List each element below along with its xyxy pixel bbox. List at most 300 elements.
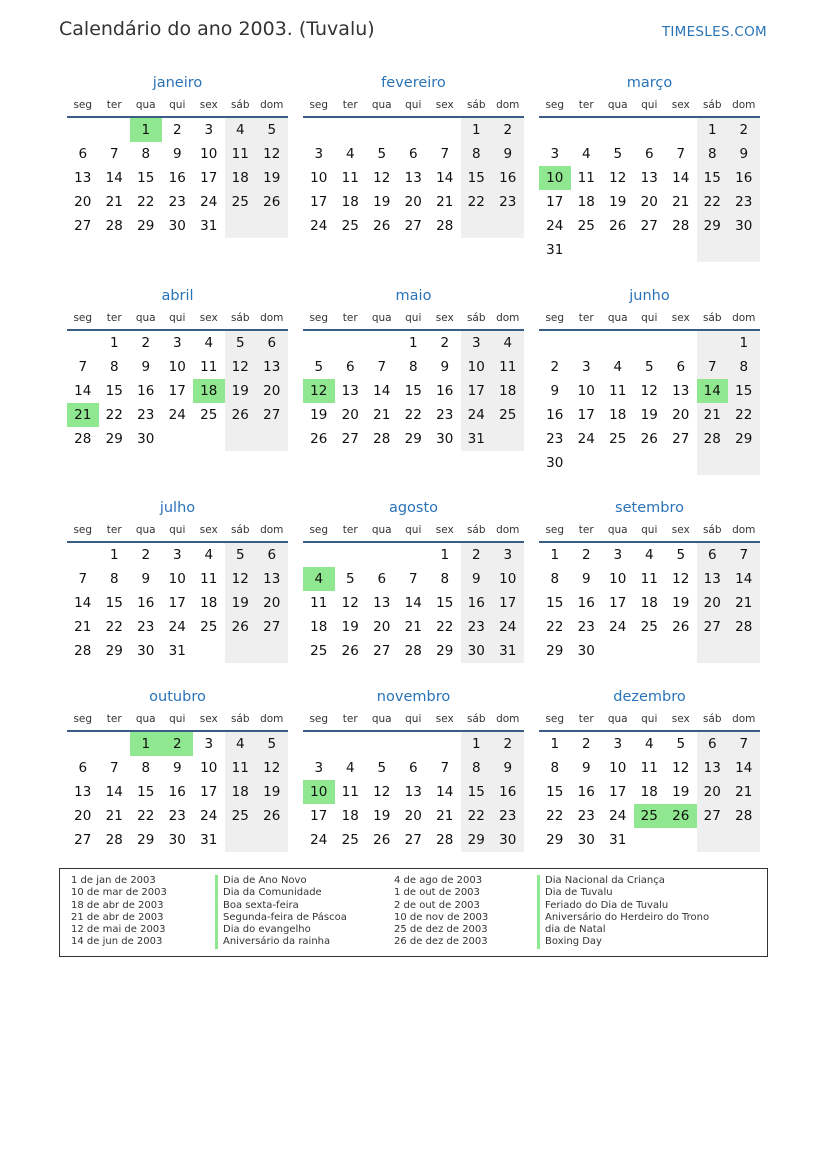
legend-holiday-name: dia de Natal xyxy=(537,924,709,936)
legend-holiday-name: Dia do evangelho xyxy=(215,924,347,936)
day-cell: 9 xyxy=(581,760,591,776)
day-cell: 17 xyxy=(168,383,186,399)
day-cell: 3 xyxy=(461,331,493,355)
empty-cell xyxy=(429,732,461,756)
day-cell: 18 xyxy=(200,595,218,611)
day-cell: 27 xyxy=(256,615,288,639)
day-cell: 20 xyxy=(74,194,92,210)
day-cell: 8 xyxy=(440,571,450,587)
day-cell: 26 xyxy=(310,431,328,447)
legend-date: 4 de ago de 2003 xyxy=(394,875,483,886)
day-cell: 19 xyxy=(609,194,627,210)
day-cell: 19 xyxy=(341,619,359,635)
day-cell: 25 xyxy=(341,218,359,234)
day-cell: 21 xyxy=(74,619,92,635)
day-cell: 29 xyxy=(461,828,493,852)
day-cell: 21 xyxy=(728,591,760,615)
weekday-label: qui xyxy=(405,312,422,324)
day-cell: 28 xyxy=(728,615,760,639)
day-cell: 22 xyxy=(137,808,155,824)
empty-cell xyxy=(539,331,571,355)
weekday-label: sáb xyxy=(230,312,250,324)
month-name: janeiro xyxy=(152,75,203,91)
day-cell: 18 xyxy=(609,407,627,423)
day-cell: 20 xyxy=(404,808,422,824)
day-cell: 18 xyxy=(577,194,595,210)
day-cell: 3 xyxy=(204,122,214,138)
empty-cell xyxy=(193,639,225,663)
day-cell: 2 xyxy=(550,359,560,375)
day-cell: 11 xyxy=(310,595,328,611)
day-cell: 5 xyxy=(377,760,387,776)
month-março xyxy=(539,72,760,262)
legend-holiday-name: Dia Nacional da Criança xyxy=(537,875,709,887)
day-cell: 6 xyxy=(697,543,729,567)
day-cell: 30 xyxy=(546,455,564,471)
day-cell: 14 xyxy=(728,567,760,591)
day-cell: 6 xyxy=(676,359,686,375)
day-cell: 28 xyxy=(436,218,454,234)
legend-date: 10 de mar de 2003 xyxy=(71,887,167,899)
day-cell: 10 xyxy=(310,170,328,186)
day-cell: 15 xyxy=(546,595,564,611)
month-maio xyxy=(303,285,524,451)
day-cell: 11 xyxy=(200,359,218,375)
day-cell: 4 xyxy=(225,118,257,142)
empty-cell xyxy=(67,118,99,142)
empty-cell xyxy=(665,238,697,262)
day-cell: 25 xyxy=(200,407,218,423)
day-cell: 26 xyxy=(672,619,690,635)
day-grid xyxy=(539,118,760,262)
day-cell: 16 xyxy=(168,170,186,186)
empty-cell xyxy=(366,732,398,756)
empty-cell xyxy=(697,331,729,355)
day-cell: 16 xyxy=(436,383,454,399)
day-cell: 25 xyxy=(492,403,524,427)
day-cell: 14 xyxy=(728,756,760,780)
day-cell: 14 xyxy=(74,595,92,611)
day-cell: 9 xyxy=(172,760,182,776)
day-cell: 15 xyxy=(697,166,729,190)
day-cell: 26 xyxy=(225,403,257,427)
month-name: novembro xyxy=(376,689,451,705)
day-cell: 13 xyxy=(256,355,288,379)
weekday-label: sex xyxy=(435,312,454,324)
day-cell: 15 xyxy=(404,383,422,399)
day-cell: 19 xyxy=(256,166,288,190)
day-cell: 15 xyxy=(137,170,155,186)
day-cell: 17 xyxy=(546,194,564,210)
weekday-label: qua xyxy=(371,99,392,111)
day-cell: 20 xyxy=(341,407,359,423)
empty-cell xyxy=(634,118,666,142)
day-cell: 22 xyxy=(461,190,493,214)
day-cell: 29 xyxy=(546,832,564,848)
day-cell: 22 xyxy=(546,619,564,635)
day-cell: 9 xyxy=(581,571,591,587)
weekday-header xyxy=(539,708,760,732)
day-cell: 24 xyxy=(168,407,186,423)
weekday-label: seg xyxy=(545,524,565,536)
day-cell: 24 xyxy=(492,615,524,639)
weekday-label: sex xyxy=(435,524,454,536)
day-cell: 19 xyxy=(225,379,257,403)
day-cell: 14 xyxy=(74,383,92,399)
weekday-label: seg xyxy=(309,524,329,536)
weekday-label: ter xyxy=(578,312,594,324)
day-cell: 7 xyxy=(377,359,387,375)
day-cell: 11 xyxy=(492,355,524,379)
day-cell: 10 xyxy=(461,355,493,379)
day-cell: 24 xyxy=(168,619,186,635)
day-cell: 11 xyxy=(200,571,218,587)
weekday-label: sex xyxy=(199,99,218,111)
day-cell: 12 xyxy=(256,142,288,166)
day-cell: 14 xyxy=(436,170,454,186)
day-grid xyxy=(303,543,524,663)
weekday-label: sex xyxy=(199,312,218,324)
day-cell: 17 xyxy=(492,591,524,615)
day-cell: 15 xyxy=(137,784,155,800)
day-cell: 8 xyxy=(461,756,493,780)
weekday-label: qui xyxy=(641,713,658,725)
day-cell: 10 xyxy=(492,567,524,591)
day-cell: 27 xyxy=(373,643,391,659)
day-cell: 25 xyxy=(225,804,257,828)
empty-cell xyxy=(366,331,398,355)
day-cell: 25 xyxy=(225,190,257,214)
empty-cell xyxy=(225,828,257,852)
empty-cell xyxy=(67,732,99,756)
empty-cell xyxy=(665,331,697,355)
day-cell: 22 xyxy=(404,407,422,423)
day-cell: 23 xyxy=(577,619,595,635)
day-cell: 21 xyxy=(436,194,454,210)
day-cell: 12 xyxy=(640,383,658,399)
empty-cell xyxy=(256,639,288,663)
day-cell: 22 xyxy=(105,619,123,635)
day-cell: 27 xyxy=(640,218,658,234)
weekday-label: dom xyxy=(496,99,520,111)
empty-cell xyxy=(303,118,335,142)
legend-holiday-name: Aniversário da rainha xyxy=(215,936,347,948)
day-cell: 6 xyxy=(345,359,355,375)
day-cell: 12 xyxy=(672,760,690,776)
weekday-label: sex xyxy=(199,524,218,536)
weekday-label: sex xyxy=(435,99,454,111)
day-cell: 13 xyxy=(74,784,92,800)
day-cell: 23 xyxy=(492,190,524,214)
day-cell: 30 xyxy=(137,643,155,659)
day-cell: 16 xyxy=(492,166,524,190)
empty-cell xyxy=(634,238,666,262)
day-cell: 16 xyxy=(546,407,564,423)
day-cell: 16 xyxy=(137,383,155,399)
day-cell: 2 xyxy=(581,547,591,563)
day-cell: 29 xyxy=(137,832,155,848)
month-name: março xyxy=(626,75,673,91)
day-cell: 31 xyxy=(546,242,564,258)
weekday-label: qui xyxy=(641,99,658,111)
day-cell: 30 xyxy=(577,643,595,659)
legend-date: 10 de nov de 2003 xyxy=(394,911,489,923)
day-cell: 10 xyxy=(200,760,218,776)
day-cell: 23 xyxy=(546,431,564,447)
day-cell: 5 xyxy=(345,571,355,587)
weekday-label: sex xyxy=(671,99,690,111)
legend-date: 25 de dez de 2003 xyxy=(394,924,488,936)
day-cell: 8 xyxy=(461,142,493,166)
day-cell: 29 xyxy=(546,643,564,659)
day-cell: 10 xyxy=(168,359,186,375)
day-cell: 1 xyxy=(461,732,493,756)
day-cell: 27 xyxy=(697,615,729,639)
weekday-label: sáb xyxy=(702,312,722,324)
empty-cell xyxy=(571,118,603,142)
weekday-label: qua xyxy=(607,312,628,324)
month-name: maio xyxy=(395,288,432,304)
day-cell: 12 xyxy=(256,756,288,780)
weekday-label: dom xyxy=(496,312,520,324)
day-grid xyxy=(539,331,760,475)
day-cell: 25 xyxy=(200,619,218,635)
day-cell: 7 xyxy=(440,760,450,776)
day-cell: 20 xyxy=(256,379,288,403)
day-cell: 10 xyxy=(200,146,218,162)
day-cell: 10 xyxy=(609,760,627,776)
day-cell: 1 xyxy=(109,335,119,351)
day-cell: 24 xyxy=(609,619,627,635)
empty-cell xyxy=(665,451,697,475)
day-cell: 30 xyxy=(577,832,595,848)
day-cell: 5 xyxy=(256,732,288,756)
day-cell: 13 xyxy=(697,567,729,591)
day-cell: 3 xyxy=(492,543,524,567)
day-cell: 30 xyxy=(461,639,493,663)
weekday-label: sáb xyxy=(466,312,486,324)
weekday-label: ter xyxy=(106,713,122,725)
weekday-label: qua xyxy=(371,312,392,324)
day-cell: 1 xyxy=(550,547,560,563)
day-cell: 26 xyxy=(609,218,627,234)
day-cell: 28 xyxy=(373,431,391,447)
day-cell: 5 xyxy=(256,118,288,142)
empty-cell xyxy=(728,639,760,663)
weekday-header xyxy=(539,307,760,331)
day-cell: 24 xyxy=(310,832,328,848)
day-cell: 7 xyxy=(728,732,760,756)
day-cell: 6 xyxy=(697,732,729,756)
day-cell: 4 xyxy=(581,146,591,162)
day-cell: 16 xyxy=(577,595,595,611)
day-cell: 18 xyxy=(225,166,257,190)
day-cell: 3 xyxy=(172,547,182,563)
day-cell: 18 xyxy=(225,780,257,804)
weekday-label: dom xyxy=(260,312,284,324)
day-cell: 23 xyxy=(168,194,186,210)
month-novembro xyxy=(303,686,524,852)
day-cell: 8 xyxy=(408,359,418,375)
day-cell: 31 xyxy=(168,643,186,659)
day-cell: 6 xyxy=(644,146,654,162)
day-cell: 8 xyxy=(697,142,729,166)
empty-cell xyxy=(571,238,603,262)
empty-cell xyxy=(539,118,571,142)
day-cell: 22 xyxy=(436,619,454,635)
day-cell: 31 xyxy=(461,427,493,451)
day-cell: 9 xyxy=(492,142,524,166)
legend-date: 18 de abr de 2003 xyxy=(71,899,164,911)
empty-cell xyxy=(461,214,493,238)
weekday-label: seg xyxy=(309,713,329,725)
day-cell: 17 xyxy=(168,595,186,611)
day-cell: 12 xyxy=(373,784,391,800)
day-cell: 5 xyxy=(676,547,686,563)
page-title: Calendário do ano 2003. (Tuvalu) xyxy=(59,18,375,40)
empty-cell xyxy=(162,427,194,451)
day-cell: 13 xyxy=(404,784,422,800)
day-cell: 12 xyxy=(341,595,359,611)
day-cell: 31 xyxy=(200,218,218,234)
day-cell: 7 xyxy=(78,359,88,375)
day-cell: 18 xyxy=(341,808,359,824)
day-cell: 20 xyxy=(404,194,422,210)
day-cell: 13 xyxy=(640,170,658,186)
day-cell: 8 xyxy=(141,760,151,776)
day-cell: 4 xyxy=(303,567,335,591)
site-link[interactable]: TIMESLES.COM xyxy=(661,24,767,40)
weekday-label: ter xyxy=(578,713,594,725)
day-cell: 15 xyxy=(546,784,564,800)
day-cell: 12 xyxy=(225,567,257,591)
legend-date: 1 de jan de 2003 xyxy=(71,875,156,886)
day-cell: 5 xyxy=(225,331,257,355)
empty-cell xyxy=(193,427,225,451)
day-cell: 17 xyxy=(461,379,493,403)
day-cell: 26 xyxy=(256,190,288,214)
empty-cell xyxy=(602,238,634,262)
weekday-label: sáb xyxy=(230,713,250,725)
day-cell: 23 xyxy=(436,407,454,423)
empty-cell xyxy=(303,331,335,355)
day-cell: 27 xyxy=(404,218,422,234)
weekday-label: seg xyxy=(309,312,329,324)
day-cell: 28 xyxy=(105,832,123,848)
day-cell: 22 xyxy=(546,808,564,824)
legend-holiday-name: Boxing Day xyxy=(537,936,709,948)
empty-cell xyxy=(256,214,288,238)
day-cell: 16 xyxy=(137,595,155,611)
empty-cell xyxy=(665,118,697,142)
day-cell: 20 xyxy=(74,808,92,824)
day-cell: 4 xyxy=(345,760,355,776)
day-grid xyxy=(303,118,524,238)
day-cell: 27 xyxy=(74,218,92,234)
day-cell: 15 xyxy=(461,166,493,190)
day-grid xyxy=(67,732,288,852)
day-cell: 31 xyxy=(200,832,218,848)
day-cell: 17 xyxy=(609,595,627,611)
day-cell: 12 xyxy=(373,170,391,186)
day-cell: 9 xyxy=(550,383,560,399)
empty-cell xyxy=(602,451,634,475)
empty-cell xyxy=(634,828,666,852)
day-cell: 15 xyxy=(105,595,123,611)
weekday-label: sáb xyxy=(466,524,486,536)
day-cell: 18 xyxy=(341,194,359,210)
day-grid xyxy=(303,732,524,852)
day-cell: 18 xyxy=(492,379,524,403)
month-abril xyxy=(67,285,288,451)
day-cell: 30 xyxy=(492,828,524,852)
weekday-label: sex xyxy=(435,713,454,725)
day-cell: 1 xyxy=(130,732,162,756)
day-cell: 28 xyxy=(74,643,92,659)
legend-names-left xyxy=(215,875,347,949)
day-cell: 28 xyxy=(436,832,454,848)
day-cell: 19 xyxy=(672,595,690,611)
day-cell: 14 xyxy=(373,383,391,399)
day-cell: 21 xyxy=(436,808,454,824)
weekday-label: sáb xyxy=(230,524,250,536)
day-cell: 12 xyxy=(672,571,690,587)
day-cell: 6 xyxy=(256,543,288,567)
empty-cell xyxy=(99,118,131,142)
weekday-label: ter xyxy=(578,524,594,536)
month-name: abril xyxy=(161,288,194,304)
day-cell: 8 xyxy=(550,760,560,776)
day-cell: 15 xyxy=(461,780,493,804)
day-cell: 23 xyxy=(461,615,493,639)
empty-cell xyxy=(335,543,367,567)
day-cell: 24 xyxy=(546,218,564,234)
day-cell: 22 xyxy=(461,804,493,828)
holiday-legend xyxy=(59,868,768,957)
weekday-label: sex xyxy=(199,713,218,725)
day-cell: 19 xyxy=(256,780,288,804)
day-cell: 3 xyxy=(550,146,560,162)
weekday-label: ter xyxy=(578,99,594,111)
empty-cell xyxy=(665,639,697,663)
weekday-label: seg xyxy=(545,99,565,111)
day-cell: 5 xyxy=(676,736,686,752)
day-cell: 19 xyxy=(373,808,391,824)
day-cell: 9 xyxy=(440,359,450,375)
weekday-label: dom xyxy=(260,524,284,536)
day-cell: 23 xyxy=(137,407,155,423)
day-cell: 15 xyxy=(728,379,760,403)
day-cell: 26 xyxy=(640,431,658,447)
day-cell: 21 xyxy=(697,403,729,427)
weekday-header xyxy=(67,307,288,331)
day-cell: 4 xyxy=(204,335,214,351)
day-cell: 24 xyxy=(577,431,595,447)
day-cell: 21 xyxy=(672,194,690,210)
day-cell: 20 xyxy=(256,591,288,615)
weekday-label: sáb xyxy=(230,99,250,111)
day-cell: 9 xyxy=(141,571,151,587)
empty-cell xyxy=(602,639,634,663)
day-cell: 13 xyxy=(256,567,288,591)
weekday-label: dom xyxy=(732,312,756,324)
day-cell: 27 xyxy=(256,403,288,427)
day-cell: 14 xyxy=(404,595,422,611)
day-cell: 27 xyxy=(74,832,92,848)
day-cell: 25 xyxy=(640,619,658,635)
day-cell: 21 xyxy=(105,808,123,824)
day-cell: 29 xyxy=(105,643,123,659)
